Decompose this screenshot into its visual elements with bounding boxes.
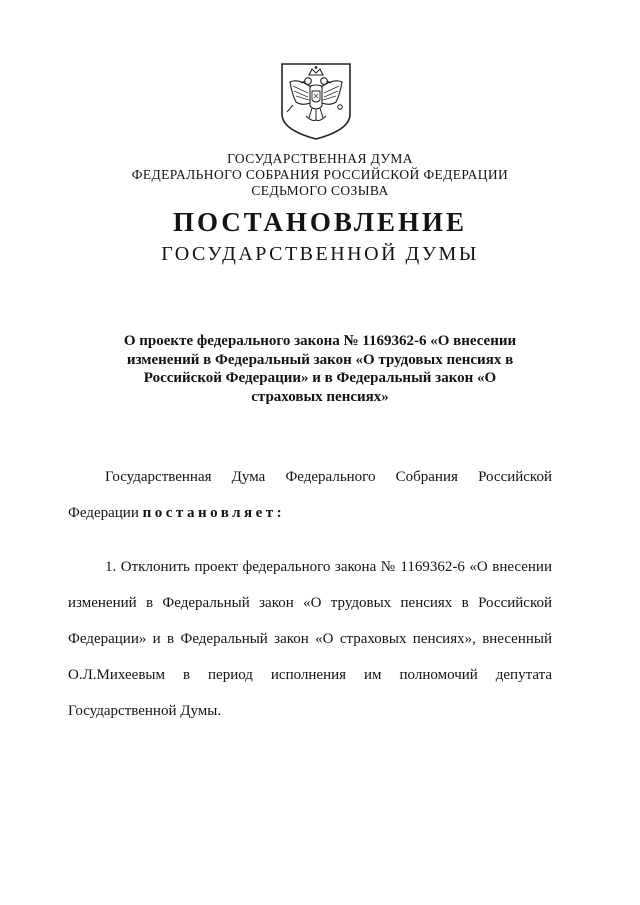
document-type-title: ПОСТАНОВЛЕНИЕ [172,207,468,237]
header-duma: ГОСУДАРСТВЕННАЯ ДУМА [227,151,413,166]
preamble-text: Государственная Дума Федерального Собрания Российской Федерации [68,469,552,521]
document-issuer: ГОСУДАРСТВЕННОЙ ДУМЫ [161,243,479,265]
preamble-paragraph [68,459,552,531]
header-convocation: СЕДЬМОГО СОЗЫВА [251,183,389,198]
header-federal-assembly: ФЕДЕРАЛЬНОГО СОБРАНИЯ РОССИЙСКОЙ ФЕДЕРАЦИИ [131,167,509,182]
coat-of-arms-emblem [278,60,354,142]
resolution-item-1: 1. Отклонить проект федерального закона № 1169362-6 «О внесении изменений в Федеральный закон «О трудовых пенсиях в Российской Федерации» и в Федеральный закон «О страховых пенсиях», внесенный О.Л.Михеевым в период исполнения им полномочий депутата Государственной Думы. [68,559,552,719]
document-subject: О проекте федерального закона № 1169362-6 «О внесении изменений в Федеральный закон «О трудовых пенсиях в Российской Федерации» и в Федеральный закон «О страховых пенсиях» [123,333,517,405]
resolves-word: постановляет: [142,505,286,521]
